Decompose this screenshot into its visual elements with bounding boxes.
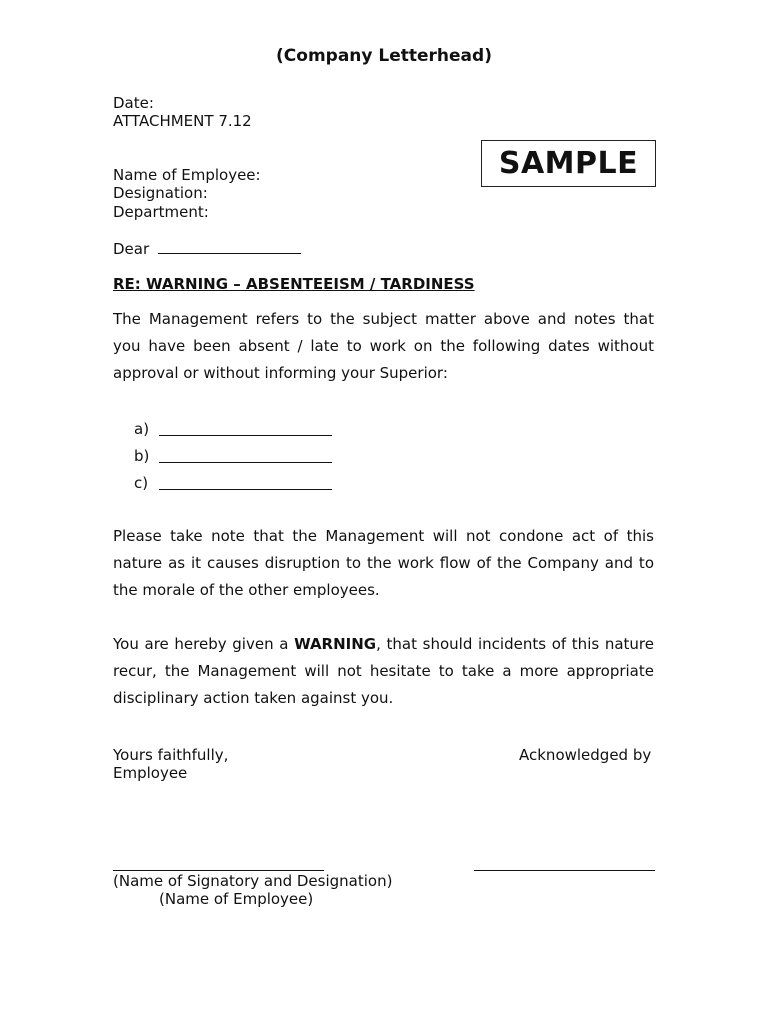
list-item-c-blank	[159, 489, 332, 490]
paragraph-warning	[113, 631, 654, 712]
yours-faithfully: Yours faithfully,	[113, 746, 229, 764]
salutation-blank	[158, 239, 301, 254]
warning-emphasis: WARNING	[294, 635, 377, 653]
list-item-c-label: c)	[134, 474, 149, 492]
sample-stamp: SAMPLE	[481, 140, 656, 187]
list-item-b-blank	[159, 462, 332, 463]
designation-label: Designation:	[113, 184, 208, 202]
salutation-text: Dear	[113, 240, 150, 258]
date-label: Date:	[113, 94, 154, 112]
employee-name-label: Name of Employee:	[113, 166, 261, 184]
employee-label: Employee	[113, 764, 188, 782]
paragraph-absence-notice: The Management refers to the subject matter above and notes that you have been absent / late to work on the following dates without approval or without informing your Superior:	[113, 310, 654, 382]
signatory-signature-line	[113, 870, 324, 871]
acknowledged-by: Acknowledged by	[519, 746, 652, 764]
signatory-caption: (Name of Signatory and Designation)	[113, 872, 393, 890]
letterhead-title: (Company Letterhead)	[276, 46, 492, 66]
warning-text-before: You are hereby given a	[113, 635, 295, 653]
employee-signature-line	[474, 870, 655, 871]
department-label: Department:	[113, 203, 209, 221]
paragraph-condone-notice: Please take note that the Management will not condone act of this nature as it causes disruption to the work flow of the Company and to the morale of the other employees.	[113, 527, 654, 599]
salutation-line	[113, 239, 301, 258]
list-item-a-label: a)	[134, 420, 150, 438]
list-item-a-blank	[159, 435, 332, 436]
attachment-label: ATTACHMENT 7.12	[113, 112, 252, 130]
warning-text-after: , that should incidents of this nature recur, the Management will not hesitate to take a more appropriate disciplinary action taken against you.	[113, 635, 654, 707]
employee-caption: (Name of Employee)	[159, 890, 314, 908]
list-item-b-label: b)	[134, 447, 150, 465]
subject-line: RE: WARNING – ABSENTEEISM / TARDINESS	[113, 275, 475, 293]
